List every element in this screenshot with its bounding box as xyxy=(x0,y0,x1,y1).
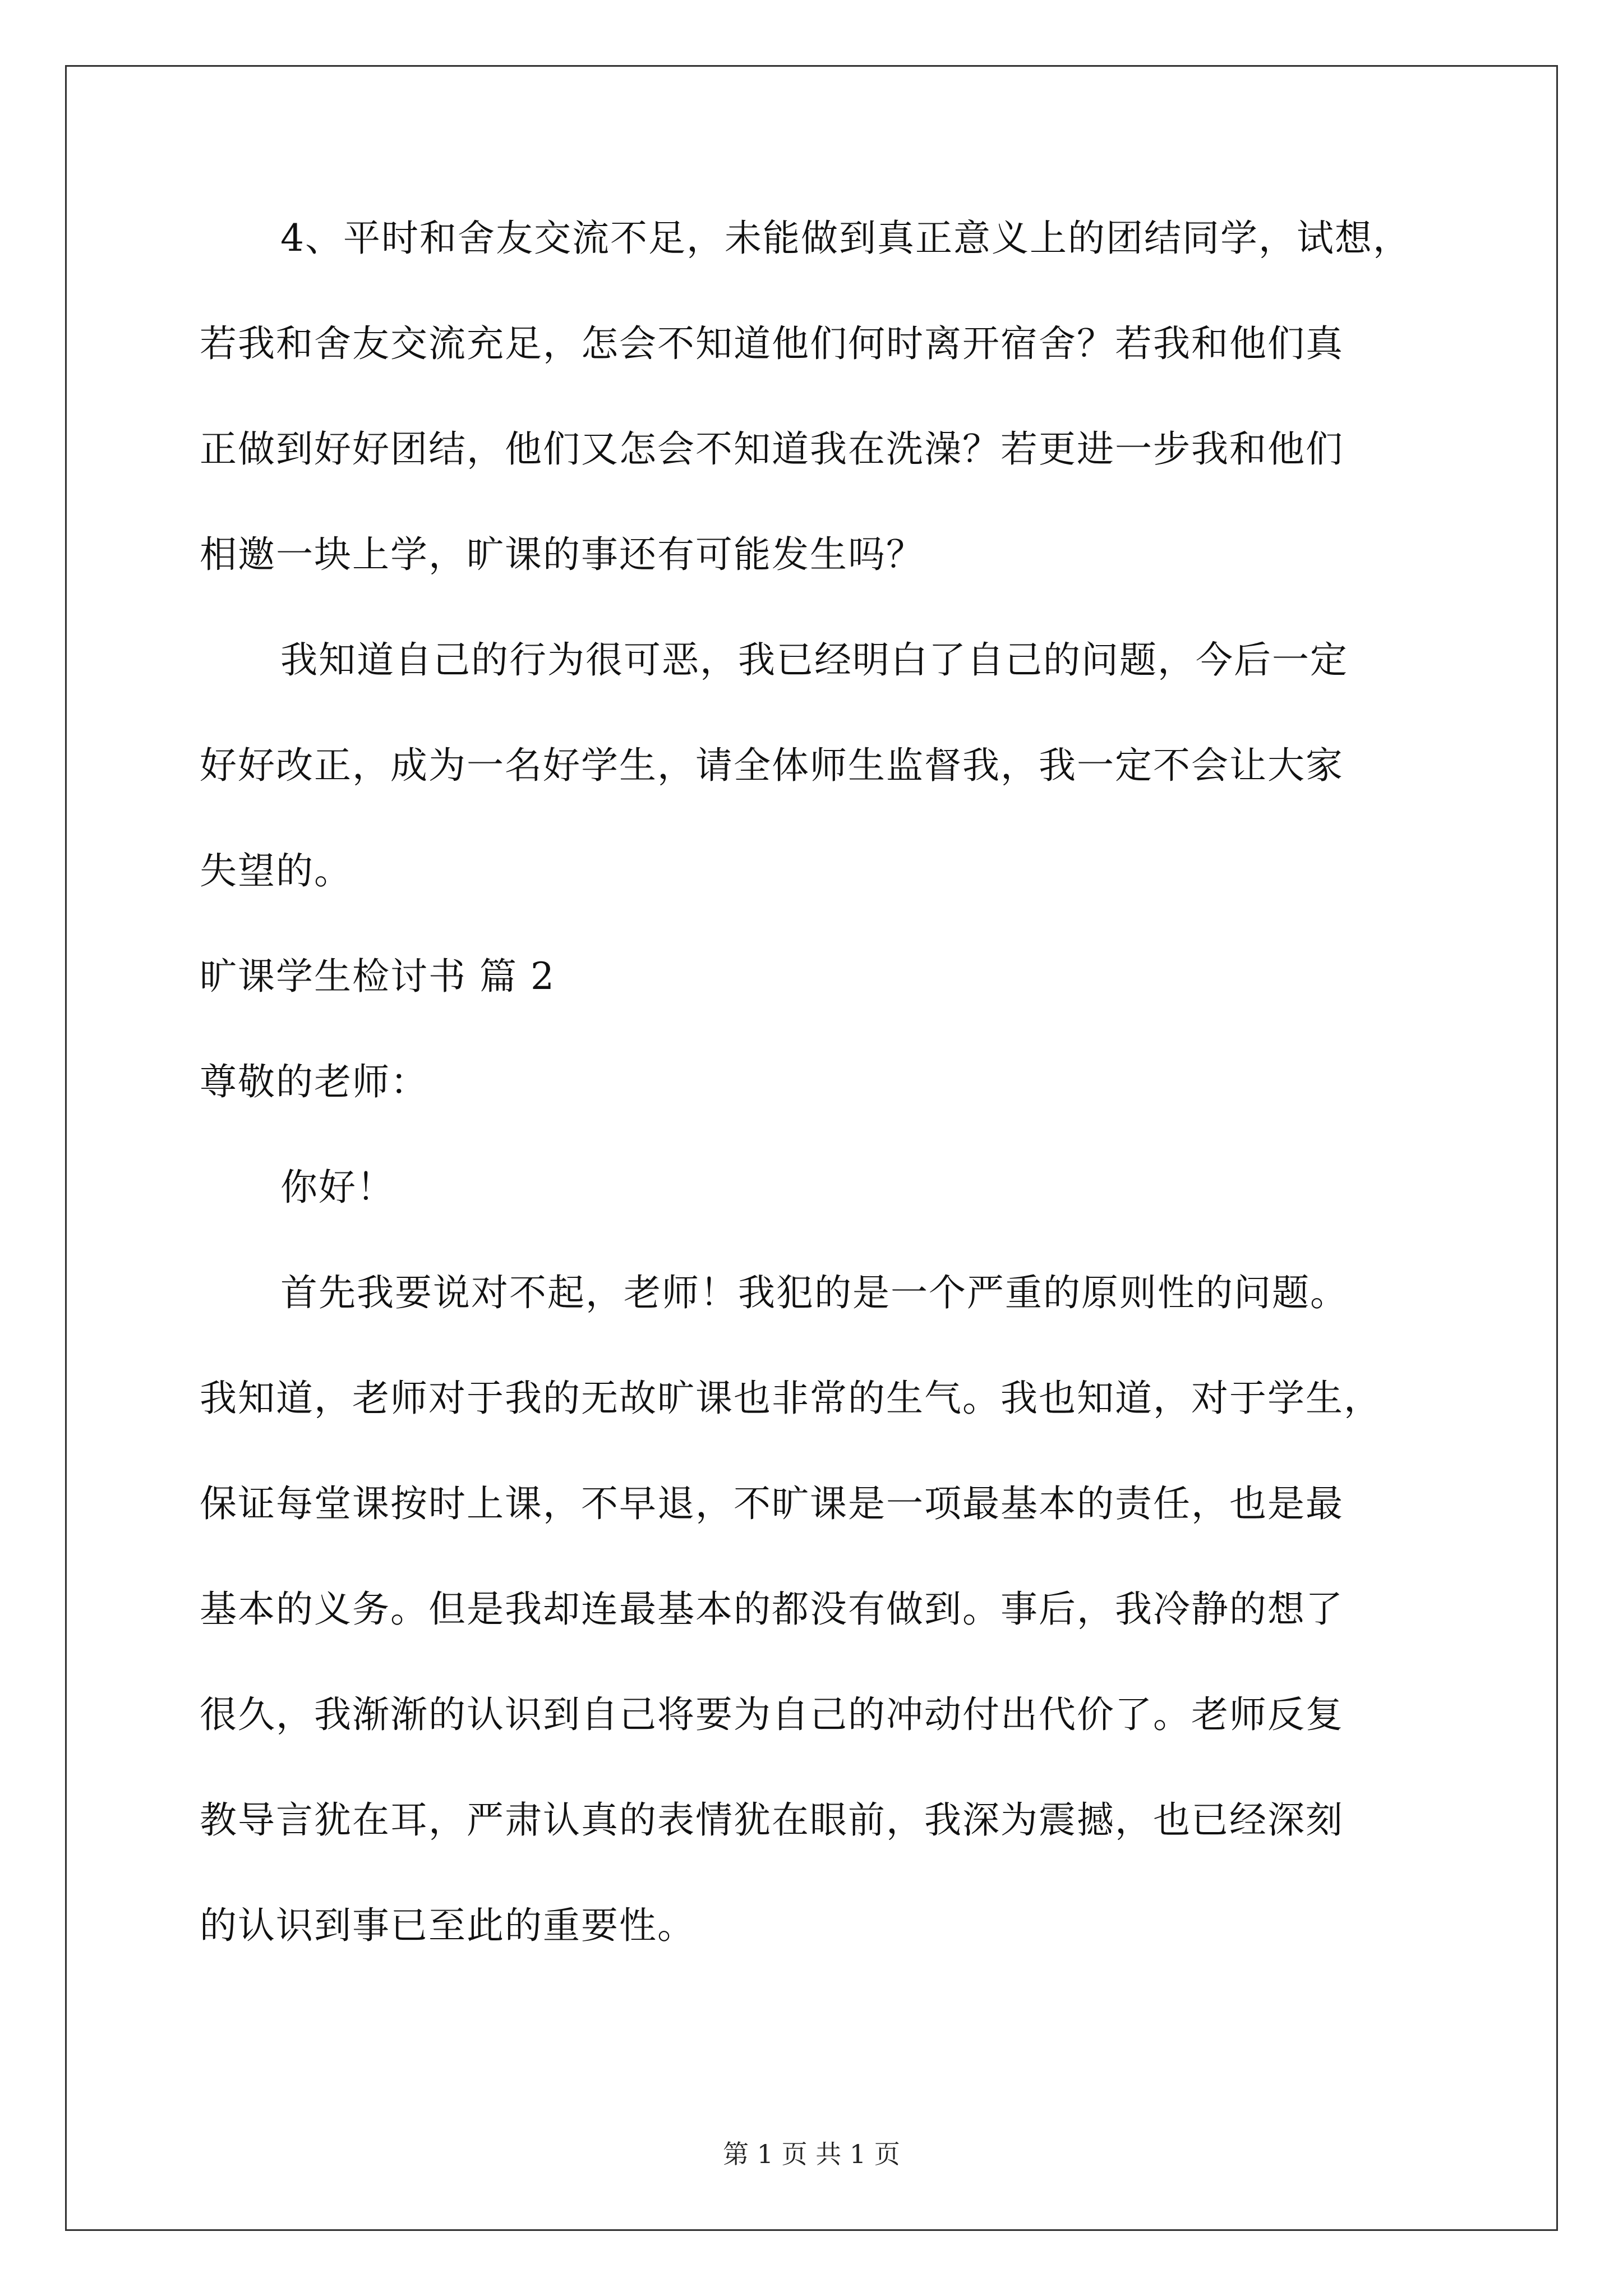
paragraph-line: 4、平时和舍友交流不足，未能做到真正意义上的团结同学，试想， xyxy=(280,217,1411,260)
paragraph-line: 的认识到事已至此的重要性。 xyxy=(200,1904,695,1947)
paragraph-line: 我知道，老师对于我的无故旷课也非常的生气。我也知道，对于学生， xyxy=(200,1377,1382,1420)
paragraph-line: 失望的。 xyxy=(200,849,352,892)
paragraph-line: 基本的义务。但是我却连最基本的都没有做到。事后，我冷静的想了 xyxy=(200,1588,1344,1631)
page-footer: 第 1 页 共 1 页 xyxy=(723,2139,900,2169)
paragraph-line: 我知道自己的行为很可恶，我已经明白了自己的问题，今后一定 xyxy=(280,638,1348,682)
salutation: 尊敬的老师： xyxy=(200,1060,428,1103)
paragraph-line: 保证每堂课按时上课，不早退，不旷课是一项最基本的责任，也是最 xyxy=(200,1482,1344,1525)
paragraph-line: 很久，我渐渐的认识到自己将要为自己的冲动付出代价了。老师反复 xyxy=(200,1693,1344,1736)
paragraph-line: 正做到好好团结，他们又怎会不知道我在洗澡？若更进一步我和他们 xyxy=(200,427,1344,471)
section-heading: 旷课学生检讨书 篇 2 xyxy=(200,955,555,998)
paragraph-line: 首先我要说对不起，老师！我犯的是一个严重的原则性的问题。 xyxy=(280,1271,1348,1314)
paragraph-line: 好好改正，成为一名好学生，请全体师生监督我，我一定不会让大家 xyxy=(200,744,1344,787)
greeting: 你好！ xyxy=(280,1166,395,1209)
paragraph-line: 相邀一块上学，旷课的事还有可能发生吗？ xyxy=(200,533,924,576)
paragraph-line: 若我和舍友交流充足，怎会不知道他们何时离开宿舍？若我和他们真 xyxy=(200,322,1344,365)
paragraph-line: 教导言犹在耳，严肃认真的表情犹在眼前，我深为震撼，也已经深刻 xyxy=(200,1798,1344,1842)
